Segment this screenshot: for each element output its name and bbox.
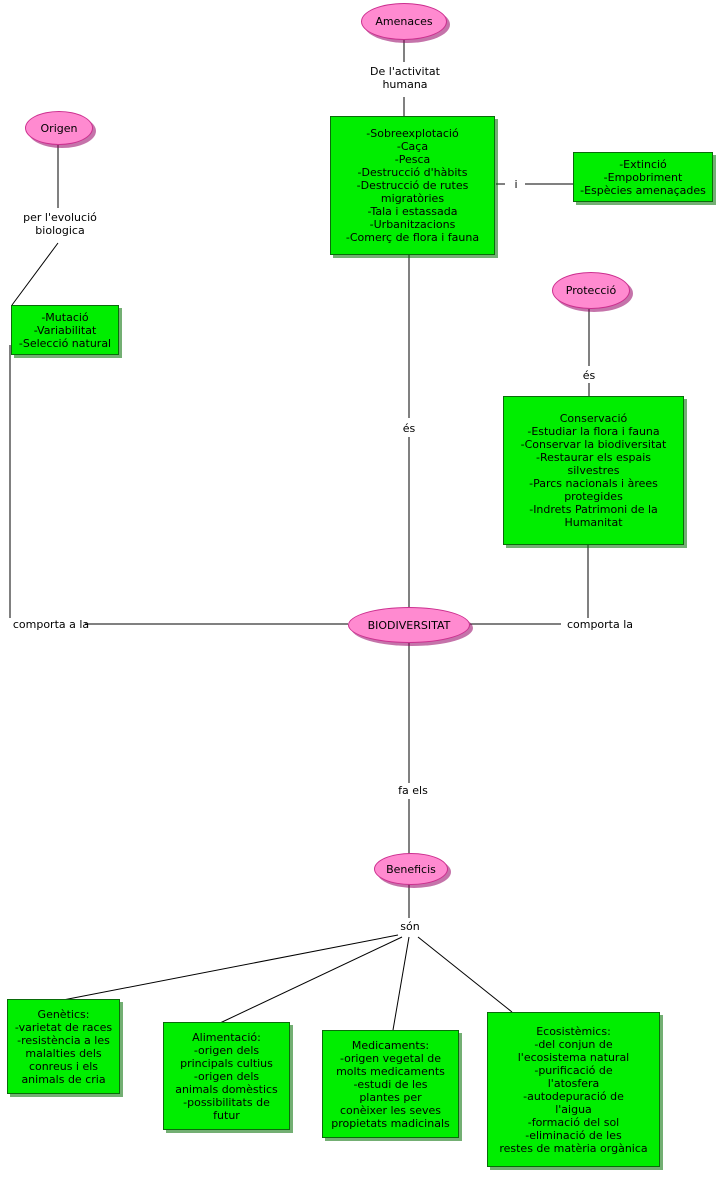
list-item: -Pesca <box>394 153 431 166</box>
list-item: -Mutació <box>41 310 89 324</box>
list-item: -resistència a les <box>17 1033 110 1047</box>
list-item: l'ecosistema natural <box>517 1050 630 1064</box>
node-medicaments[interactable] <box>322 1030 459 1138</box>
list-item: propietats madicinals <box>331 1116 450 1130</box>
link-label-de-activitat-humana: De l'activitat humana <box>370 65 440 91</box>
list-item: Ecosistèmics: <box>536 1024 611 1038</box>
list-item: Genètics: <box>37 1007 90 1021</box>
list-item: -origen dels <box>193 1043 260 1057</box>
node-ecosistemics-lines <box>492 1025 655 1155</box>
list-item: migratòries <box>380 192 445 205</box>
list-item: plantes per <box>359 1090 422 1104</box>
list-item: Conservació <box>559 412 628 425</box>
list-item: -Tala i estassada <box>367 205 458 218</box>
list-item: l'atosfera <box>547 1076 600 1090</box>
link-label-es-amenaces: és <box>402 422 416 435</box>
list-item: -Espècies amenaçades <box>580 183 706 197</box>
list-item: -Destrucció d'hàbits <box>357 166 468 179</box>
list-item: Medicaments: <box>351 1038 430 1052</box>
node-alimentacio[interactable] <box>163 1022 290 1130</box>
list-item: -Indrets Patrimoni de la <box>529 503 658 516</box>
list-item: -Conservar la biodiversitat <box>520 438 667 451</box>
node-biodiversitat[interactable] <box>348 607 470 643</box>
node-conservacio[interactable] <box>503 396 684 545</box>
list-item: Alimentació: <box>192 1030 261 1044</box>
list-item: -Empobriment <box>603 170 683 184</box>
link-label-comporta-a-la: comporta a la <box>12 618 90 631</box>
list-item: animals domèstics <box>175 1082 278 1096</box>
node-evolucio-lines <box>16 311 114 350</box>
node-beneficis-label: Beneficis <box>386 862 436 876</box>
list-item: -formació del sol <box>527 1115 620 1129</box>
list-item: -Restaurar els espais <box>536 451 651 464</box>
node-biodiversitat-label: BIODIVERSITAT <box>367 618 451 632</box>
node-activitat-humana[interactable] <box>330 116 495 255</box>
list-item: -del conjun de <box>534 1037 613 1051</box>
link-label-fa-els: fa els <box>398 784 428 797</box>
list-item: -Comerç de flora i fauna <box>345 231 480 244</box>
list-item: malalties dels <box>25 1046 102 1060</box>
list-item: conèixer les seves <box>339 1103 442 1117</box>
list-item: molts medicaments <box>336 1064 445 1078</box>
list-item: -Urbanitzacions <box>369 218 456 231</box>
list-item: Humanitat <box>564 516 623 529</box>
node-origen[interactable] <box>25 111 93 145</box>
node-medicaments-lines <box>327 1039 454 1130</box>
list-item: l'aigua <box>555 1102 592 1116</box>
list-item: -varietat de races <box>14 1020 113 1034</box>
list-item: principals cultius <box>180 1056 273 1070</box>
node-proteccio-label: Protecció <box>565 284 617 297</box>
list-item: -autodepuració de <box>523 1089 624 1103</box>
link-label-comporta-la: comporta la <box>566 618 634 631</box>
list-item: -Parcs nacionals i àrees <box>529 477 658 490</box>
node-activitat-humana-lines <box>335 127 490 244</box>
list-item: -Sobreexplotació <box>366 127 459 140</box>
list-item: conreus i els <box>28 1059 99 1073</box>
node-genetics-lines <box>12 1008 115 1086</box>
list-item: restes de matèria orgànica <box>499 1141 648 1155</box>
list-item: animals de cria <box>21 1072 106 1086</box>
node-ecosistemics[interactable] <box>487 1012 660 1167</box>
list-item: -Estudiar la flora i fauna <box>527 425 660 438</box>
link-label-per-evolucio: per l'evolució biologica <box>23 211 97 237</box>
list-item: -Selecció natural <box>18 336 112 350</box>
list-item: -Variabilitat <box>33 323 97 337</box>
list-item: -Destrucció de rutes <box>356 179 469 192</box>
list-item: -Extinció <box>619 157 667 171</box>
node-genetics[interactable] <box>7 999 120 1094</box>
link-label-son: són <box>400 920 420 933</box>
node-amenaces-label: Amenaces <box>375 15 433 28</box>
list-item: -origen vegetal de <box>339 1051 442 1065</box>
list-item: -origen dels <box>193 1069 260 1083</box>
node-alimentacio-lines <box>168 1031 285 1122</box>
node-beneficis[interactable] <box>374 853 448 885</box>
list-item: -eliminació de les <box>525 1128 622 1142</box>
link-label-es-proteccio: és <box>582 369 596 382</box>
node-evolucio-biologica[interactable] <box>11 305 119 355</box>
node-amenaces[interactable] <box>361 3 447 40</box>
node-proteccio[interactable] <box>552 272 630 309</box>
list-item: silvestres <box>567 464 620 477</box>
link-label-i: i <box>514 178 518 191</box>
node-conservacio-lines <box>508 412 679 529</box>
node-extincio-lines <box>578 158 708 197</box>
list-item: -possibilitats de <box>183 1095 270 1109</box>
list-item: -Caça <box>396 140 429 153</box>
node-extincio[interactable] <box>573 152 713 202</box>
list-item: -purificació de <box>534 1063 613 1077</box>
list-item: protegides <box>564 490 623 503</box>
node-origen-label: Origen <box>40 121 78 135</box>
list-item: -estudi de les <box>353 1077 428 1091</box>
list-item: futur <box>213 1108 240 1122</box>
